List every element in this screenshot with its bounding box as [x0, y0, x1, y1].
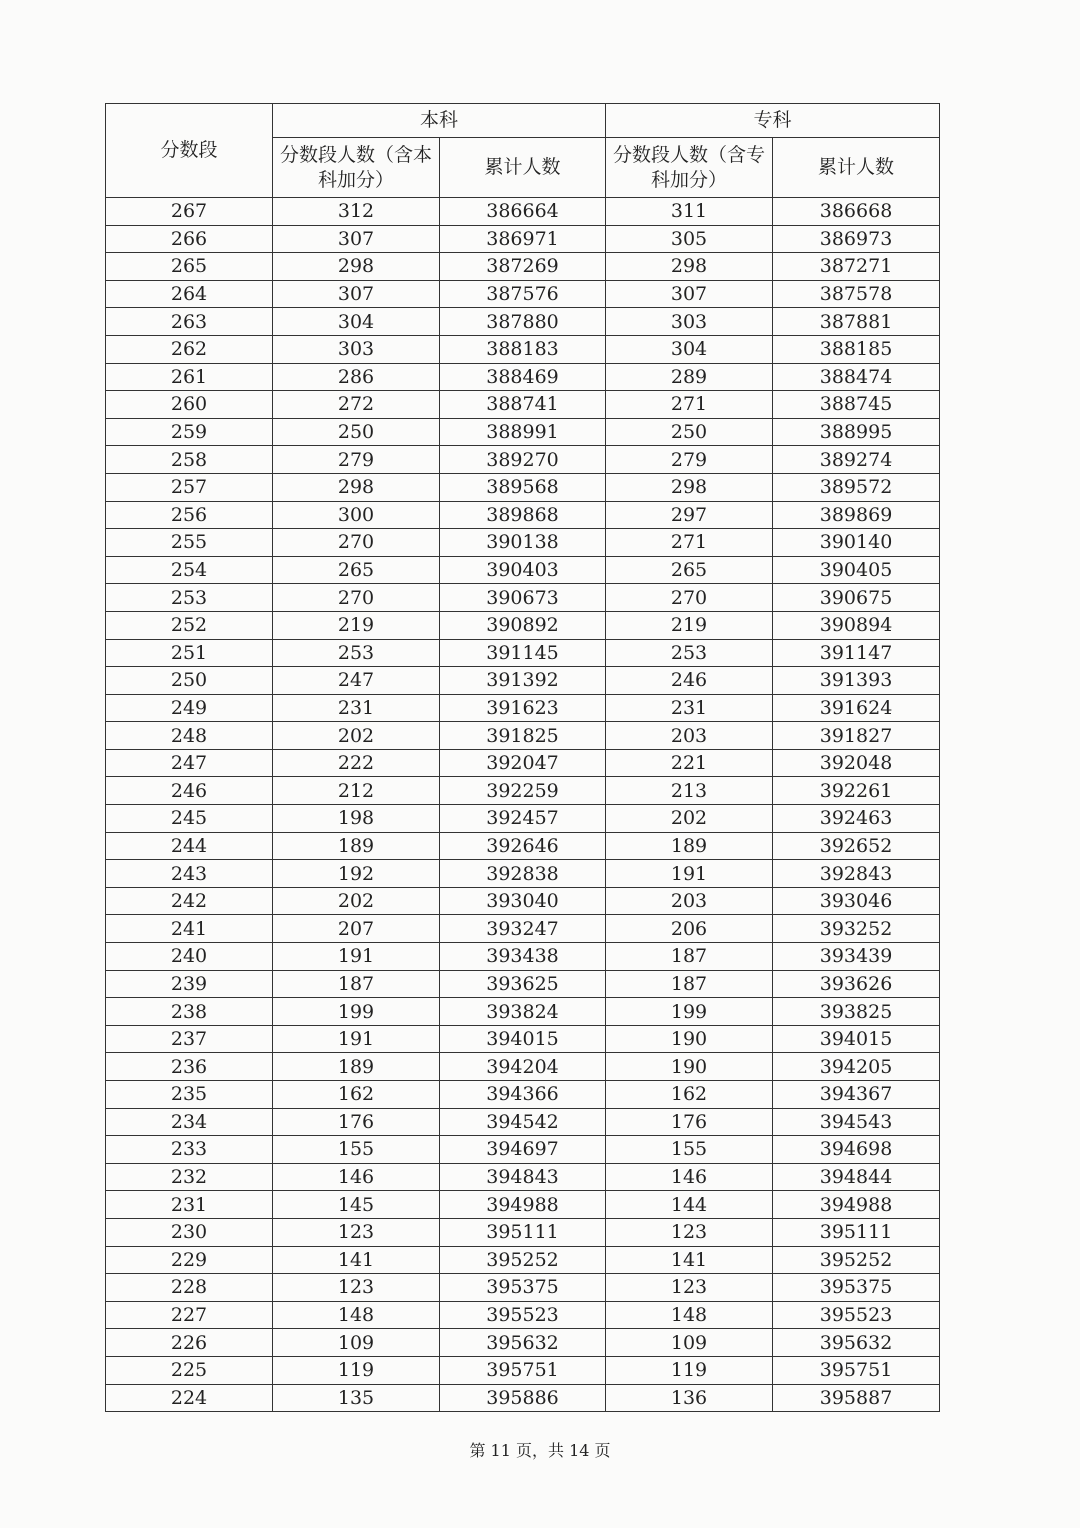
cell-junior-count: 141 [606, 1246, 773, 1274]
cell-undergrad-count: 270 [273, 529, 440, 557]
cell-undergrad-count: 219 [273, 611, 440, 639]
cell-score: 263 [106, 308, 273, 336]
cell-undergrad-cumulative: 395375 [440, 1274, 606, 1302]
cell-junior-count: 298 [606, 473, 773, 501]
cell-junior-count: 109 [606, 1329, 773, 1357]
cell-junior-cumulative: 392652 [773, 832, 940, 860]
cell-score: 227 [106, 1301, 273, 1329]
cell-undergrad-count: 189 [273, 1053, 440, 1081]
cell-undergrad-count: 145 [273, 1191, 440, 1219]
cell-junior-cumulative: 389274 [773, 446, 940, 474]
cell-junior-count: 231 [606, 694, 773, 722]
cell-score: 228 [106, 1274, 273, 1302]
cell-undergrad-count: 141 [273, 1246, 440, 1274]
cell-junior-cumulative: 395887 [773, 1384, 940, 1412]
cell-junior-count: 303 [606, 308, 773, 336]
cell-junior-count: 119 [606, 1356, 773, 1384]
cell-junior-count: 253 [606, 639, 773, 667]
table-body [106, 198, 940, 1412]
table-row [106, 529, 940, 557]
cell-junior-cumulative: 389572 [773, 473, 940, 501]
table-row [106, 694, 940, 722]
cell-junior-count: 271 [606, 391, 773, 419]
cell-undergrad-count: 148 [273, 1301, 440, 1329]
table-row [106, 225, 940, 253]
cell-score: 248 [106, 722, 273, 750]
cell-undergrad-count: 189 [273, 832, 440, 860]
cell-undergrad-cumulative: 386664 [440, 198, 606, 226]
cell-junior-cumulative: 394988 [773, 1191, 940, 1219]
table-row [106, 1301, 940, 1329]
table-row [106, 639, 940, 667]
header-junior-cumulative: 累计人数 [773, 138, 940, 198]
cell-junior-cumulative: 393252 [773, 915, 940, 943]
cell-score: 252 [106, 611, 273, 639]
cell-junior-cumulative: 388185 [773, 335, 940, 363]
header-undergrad-count: 分数段人数（含本科加分） [273, 138, 440, 198]
cell-undergrad-count: 300 [273, 501, 440, 529]
cell-junior-cumulative: 391147 [773, 639, 940, 667]
header-score-band: 分数段 [106, 104, 273, 198]
cell-undergrad-cumulative: 389270 [440, 446, 606, 474]
cell-score: 265 [106, 253, 273, 281]
cell-undergrad-count: 155 [273, 1136, 440, 1164]
table-row [106, 1274, 940, 1302]
cell-score: 243 [106, 860, 273, 888]
table-row [106, 749, 940, 777]
cell-undergrad-cumulative: 394542 [440, 1108, 606, 1136]
cell-score: 240 [106, 943, 273, 971]
cell-undergrad-count: 191 [273, 943, 440, 971]
header-junior-count: 分数段人数（含专科加分） [606, 138, 773, 198]
cell-undergrad-cumulative: 395886 [440, 1384, 606, 1412]
table-row [106, 832, 940, 860]
cell-undergrad-cumulative: 393247 [440, 915, 606, 943]
cell-score: 247 [106, 749, 273, 777]
cell-undergrad-count: 304 [273, 308, 440, 336]
cell-undergrad-count: 303 [273, 335, 440, 363]
cell-junior-count: 298 [606, 253, 773, 281]
table-row [106, 998, 940, 1026]
cell-score: 245 [106, 805, 273, 833]
cell-undergrad-cumulative: 388741 [440, 391, 606, 419]
cell-undergrad-count: 202 [273, 722, 440, 750]
cell-undergrad-cumulative: 393625 [440, 970, 606, 998]
cell-junior-cumulative: 394015 [773, 1025, 940, 1053]
cell-junior-cumulative: 393626 [773, 970, 940, 998]
cell-undergrad-count: 279 [273, 446, 440, 474]
cell-junior-cumulative: 395252 [773, 1246, 940, 1274]
cell-junior-cumulative: 390894 [773, 611, 940, 639]
cell-junior-count: 311 [606, 198, 773, 226]
table-row [106, 391, 940, 419]
cell-undergrad-cumulative: 390673 [440, 584, 606, 612]
cell-junior-count: 219 [606, 611, 773, 639]
cell-score: 251 [106, 639, 273, 667]
cell-junior-count: 123 [606, 1218, 773, 1246]
cell-score: 241 [106, 915, 273, 943]
cell-junior-count: 265 [606, 556, 773, 584]
cell-undergrad-count: 135 [273, 1384, 440, 1412]
cell-junior-count: 203 [606, 722, 773, 750]
cell-undergrad-cumulative: 390892 [440, 611, 606, 639]
cell-junior-count: 297 [606, 501, 773, 529]
cell-score: 246 [106, 777, 273, 805]
cell-score: 267 [106, 198, 273, 226]
cell-junior-cumulative: 391827 [773, 722, 940, 750]
cell-junior-count: 155 [606, 1136, 773, 1164]
table-row [106, 501, 940, 529]
cell-undergrad-cumulative: 395751 [440, 1356, 606, 1384]
table-row [106, 860, 940, 888]
table-row [106, 446, 940, 474]
table-row [106, 280, 940, 308]
cell-junior-count: 146 [606, 1163, 773, 1191]
cell-undergrad-count: 192 [273, 860, 440, 888]
cell-score: 256 [106, 501, 273, 529]
cell-undergrad-count: 176 [273, 1108, 440, 1136]
cell-undergrad-cumulative: 395111 [440, 1218, 606, 1246]
cell-junior-cumulative: 391624 [773, 694, 940, 722]
cell-junior-cumulative: 394844 [773, 1163, 940, 1191]
cell-junior-count: 307 [606, 280, 773, 308]
cell-undergrad-cumulative: 388991 [440, 418, 606, 446]
cell-undergrad-cumulative: 392259 [440, 777, 606, 805]
cell-junior-cumulative: 394367 [773, 1081, 940, 1109]
cell-undergrad-count: 250 [273, 418, 440, 446]
cell-undergrad-count: 270 [273, 584, 440, 612]
cell-junior-count: 203 [606, 887, 773, 915]
cell-undergrad-count: 119 [273, 1356, 440, 1384]
table-row [106, 1108, 940, 1136]
cell-score: 225 [106, 1356, 273, 1384]
cell-undergrad-cumulative: 394843 [440, 1163, 606, 1191]
cell-junior-cumulative: 388745 [773, 391, 940, 419]
cell-junior-count: 136 [606, 1384, 773, 1412]
cell-score: 236 [106, 1053, 273, 1081]
table-header [106, 104, 940, 198]
cell-undergrad-cumulative: 393824 [440, 998, 606, 1026]
table-row [106, 1053, 940, 1081]
cell-score: 233 [106, 1136, 273, 1164]
cell-junior-count: 202 [606, 805, 773, 833]
table-row [106, 1356, 940, 1384]
cell-score: 261 [106, 363, 273, 391]
table-row [106, 667, 940, 695]
cell-junior-count: 191 [606, 860, 773, 888]
table-row [106, 1329, 940, 1357]
table-row [106, 198, 940, 226]
cell-score: 226 [106, 1329, 273, 1357]
cell-undergrad-cumulative: 395252 [440, 1246, 606, 1274]
table-row [106, 1384, 940, 1412]
cell-score: 232 [106, 1163, 273, 1191]
cell-undergrad-count: 212 [273, 777, 440, 805]
cell-undergrad-cumulative: 394366 [440, 1081, 606, 1109]
cell-score: 234 [106, 1108, 273, 1136]
cell-score: 259 [106, 418, 273, 446]
cell-junior-count: 187 [606, 970, 773, 998]
cell-junior-count: 148 [606, 1301, 773, 1329]
cell-undergrad-cumulative: 392646 [440, 832, 606, 860]
cell-score: 254 [106, 556, 273, 584]
cell-undergrad-count: 199 [273, 998, 440, 1026]
cell-junior-cumulative: 390405 [773, 556, 940, 584]
table-row [106, 970, 940, 998]
table-row [106, 1218, 940, 1246]
cell-junior-cumulative: 392261 [773, 777, 940, 805]
cell-score: 257 [106, 473, 273, 501]
cell-junior-count: 271 [606, 529, 773, 557]
cell-undergrad-cumulative: 395632 [440, 1329, 606, 1357]
table-row [106, 363, 940, 391]
table-row [106, 1136, 940, 1164]
score-distribution-table [105, 103, 940, 1412]
cell-junior-count: 123 [606, 1274, 773, 1302]
cell-undergrad-cumulative: 391145 [440, 639, 606, 667]
cell-junior-count: 162 [606, 1081, 773, 1109]
cell-junior-count: 221 [606, 749, 773, 777]
cell-undergrad-cumulative: 392457 [440, 805, 606, 833]
table-row [106, 308, 940, 336]
cell-junior-cumulative: 395523 [773, 1301, 940, 1329]
cell-undergrad-cumulative: 386971 [440, 225, 606, 253]
cell-junior-count: 190 [606, 1053, 773, 1081]
cell-junior-cumulative: 394543 [773, 1108, 940, 1136]
table-row [106, 253, 940, 281]
table-row [106, 584, 940, 612]
cell-junior-cumulative: 392048 [773, 749, 940, 777]
cell-score: 230 [106, 1218, 273, 1246]
cell-undergrad-count: 272 [273, 391, 440, 419]
table-row [106, 1163, 940, 1191]
cell-undergrad-count: 312 [273, 198, 440, 226]
cell-junior-cumulative: 392463 [773, 805, 940, 833]
cell-score: 224 [106, 1384, 273, 1412]
table-row [106, 556, 940, 584]
cell-junior-cumulative: 395375 [773, 1274, 940, 1302]
cell-undergrad-cumulative: 388183 [440, 335, 606, 363]
cell-junior-cumulative: 388474 [773, 363, 940, 391]
cell-junior-count: 250 [606, 418, 773, 446]
cell-junior-count: 199 [606, 998, 773, 1026]
cell-undergrad-cumulative: 389868 [440, 501, 606, 529]
cell-undergrad-cumulative: 387269 [440, 253, 606, 281]
cell-undergrad-count: 187 [273, 970, 440, 998]
cell-junior-cumulative: 386973 [773, 225, 940, 253]
cell-junior-count: 270 [606, 584, 773, 612]
cell-undergrad-count: 231 [273, 694, 440, 722]
cell-score: 266 [106, 225, 273, 253]
cell-junior-cumulative: 392843 [773, 860, 940, 888]
cell-junior-count: 189 [606, 832, 773, 860]
cell-undergrad-cumulative: 387576 [440, 280, 606, 308]
cell-junior-cumulative: 391393 [773, 667, 940, 695]
cell-undergrad-count: 123 [273, 1274, 440, 1302]
cell-score: 264 [106, 280, 273, 308]
cell-junior-cumulative: 395751 [773, 1356, 940, 1384]
table-row [106, 1025, 940, 1053]
table-row [106, 722, 940, 750]
cell-score: 229 [106, 1246, 273, 1274]
cell-undergrad-count: 123 [273, 1218, 440, 1246]
cell-score: 262 [106, 335, 273, 363]
cell-undergrad-count: 247 [273, 667, 440, 695]
cell-score: 239 [106, 970, 273, 998]
table-row [106, 335, 940, 363]
cell-junior-count: 305 [606, 225, 773, 253]
cell-junior-cumulative: 394205 [773, 1053, 940, 1081]
cell-undergrad-count: 109 [273, 1329, 440, 1357]
header-junior: 专科 [606, 104, 940, 138]
cell-undergrad-cumulative: 391392 [440, 667, 606, 695]
cell-undergrad-count: 207 [273, 915, 440, 943]
cell-score: 249 [106, 694, 273, 722]
cell-score: 244 [106, 832, 273, 860]
cell-junior-cumulative: 387881 [773, 308, 940, 336]
table-row [106, 418, 940, 446]
table-row [106, 887, 940, 915]
cell-undergrad-cumulative: 388469 [440, 363, 606, 391]
cell-undergrad-cumulative: 391623 [440, 694, 606, 722]
cell-undergrad-count: 265 [273, 556, 440, 584]
header-undergrad-cumulative: 累计人数 [440, 138, 606, 198]
cell-score: 242 [106, 887, 273, 915]
cell-junior-count: 289 [606, 363, 773, 391]
header-undergrad: 本科 [273, 104, 606, 138]
table-row [106, 473, 940, 501]
cell-undergrad-count: 298 [273, 253, 440, 281]
cell-undergrad-count: 198 [273, 805, 440, 833]
cell-undergrad-cumulative: 391825 [440, 722, 606, 750]
cell-junior-count: 279 [606, 446, 773, 474]
cell-undergrad-cumulative: 394015 [440, 1025, 606, 1053]
cell-score: 255 [106, 529, 273, 557]
cell-undergrad-count: 298 [273, 473, 440, 501]
table-row [106, 943, 940, 971]
cell-junior-cumulative: 390675 [773, 584, 940, 612]
cell-undergrad-cumulative: 390403 [440, 556, 606, 584]
cell-undergrad-cumulative: 394697 [440, 1136, 606, 1164]
cell-score: 238 [106, 998, 273, 1026]
cell-undergrad-count: 286 [273, 363, 440, 391]
cell-undergrad-count: 307 [273, 280, 440, 308]
cell-junior-count: 176 [606, 1108, 773, 1136]
cell-undergrad-cumulative: 394204 [440, 1053, 606, 1081]
cell-score: 260 [106, 391, 273, 419]
cell-undergrad-cumulative: 393040 [440, 887, 606, 915]
table-row [106, 611, 940, 639]
cell-junior-count: 213 [606, 777, 773, 805]
table-row [106, 1191, 940, 1219]
cell-junior-cumulative: 393439 [773, 943, 940, 971]
cell-junior-cumulative: 386668 [773, 198, 940, 226]
cell-undergrad-count: 253 [273, 639, 440, 667]
cell-junior-cumulative: 393046 [773, 887, 940, 915]
cell-undergrad-cumulative: 390138 [440, 529, 606, 557]
cell-junior-count: 190 [606, 1025, 773, 1053]
page-footer: 第 11 页，共 14 页 [469, 1441, 611, 1460]
cell-undergrad-cumulative: 392838 [440, 860, 606, 888]
table-row [106, 1246, 940, 1274]
cell-score: 250 [106, 667, 273, 695]
cell-undergrad-cumulative: 389568 [440, 473, 606, 501]
table-row [106, 805, 940, 833]
cell-undergrad-count: 162 [273, 1081, 440, 1109]
cell-undergrad-cumulative: 395523 [440, 1301, 606, 1329]
cell-junior-count: 246 [606, 667, 773, 695]
cell-undergrad-count: 202 [273, 887, 440, 915]
cell-score: 237 [106, 1025, 273, 1053]
cell-undergrad-count: 307 [273, 225, 440, 253]
cell-junior-cumulative: 390140 [773, 529, 940, 557]
table-row [106, 915, 940, 943]
cell-junior-cumulative: 394698 [773, 1136, 940, 1164]
cell-score: 258 [106, 446, 273, 474]
cell-undergrad-cumulative: 387880 [440, 308, 606, 336]
cell-undergrad-count: 146 [273, 1163, 440, 1191]
cell-junior-cumulative: 388995 [773, 418, 940, 446]
cell-score: 231 [106, 1191, 273, 1219]
cell-junior-cumulative: 387578 [773, 280, 940, 308]
cell-junior-cumulative: 395632 [773, 1329, 940, 1357]
table-row [106, 1081, 940, 1109]
cell-junior-count: 187 [606, 943, 773, 971]
cell-junior-cumulative: 387271 [773, 253, 940, 281]
cell-score: 235 [106, 1081, 273, 1109]
table-row [106, 777, 940, 805]
cell-junior-cumulative: 389869 [773, 501, 940, 529]
cell-junior-count: 304 [606, 335, 773, 363]
cell-undergrad-count: 191 [273, 1025, 440, 1053]
cell-undergrad-cumulative: 393438 [440, 943, 606, 971]
cell-junior-cumulative: 393825 [773, 998, 940, 1026]
cell-junior-count: 206 [606, 915, 773, 943]
cell-undergrad-count: 222 [273, 749, 440, 777]
cell-junior-cumulative: 395111 [773, 1218, 940, 1246]
cell-undergrad-cumulative: 394988 [440, 1191, 606, 1219]
cell-junior-count: 144 [606, 1191, 773, 1219]
cell-score: 253 [106, 584, 273, 612]
cell-undergrad-cumulative: 392047 [440, 749, 606, 777]
